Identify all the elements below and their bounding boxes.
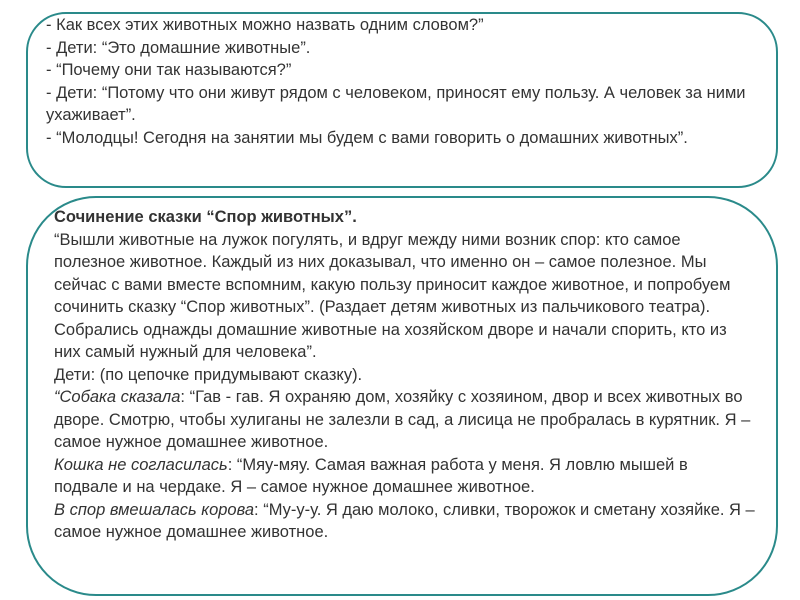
cow-speaker: В спор вмешалась корова xyxy=(54,500,255,519)
dialogue-line: - Как всех этих животных можно назвать одним словом?” xyxy=(46,16,484,34)
dog-speaker: “Собака сказала xyxy=(54,388,181,406)
cow-speech: : “Му-у-у. Я даю молоко, сливки, творожок и сметану хозяйке. Я – самое нужное домашнее животное. xyxy=(54,500,755,541)
dialogue-line: - Дети: “Это домашние животные”. xyxy=(46,38,311,57)
children-activity: Дети: (по цепочке придумывают сказку). xyxy=(54,365,363,384)
cow-paragraph xyxy=(54,499,756,544)
dialogue-panel xyxy=(26,12,778,188)
dialogue-line: - “Почему они так называются?” xyxy=(46,61,292,79)
teacher-intro: “Вышли животные на лужок погулять, и вдруг между ними возник спор: кто самое полезное животное. Каждый из них доказывал, что именно он – самое полезное. Мы сейчас с вами вместе вспомним, какую пользу приносит каждое животное, и попробуем сочинить сказку “Спор животных”. (Раздает детям животных из пальчикового театра). Собрались однажды домашние животные на хозяйском дворе и начали спорить, кто из них самый нужный для человека”. xyxy=(54,230,731,361)
dog-paragraph xyxy=(54,386,756,454)
section-heading: Сочинение сказки “Спор животных”. xyxy=(54,208,357,226)
fairy-tale-panel xyxy=(26,196,778,596)
dialogue-line: - “Молодцы! Сегодня на занятии мы будем с вами говорить о домашних животных”. xyxy=(46,128,688,147)
cat-paragraph xyxy=(54,454,756,499)
dialogue-line: - Дети: “Потому что они живут рядом с человеком, приносят ему пользу. А человек за ними ухаживает”. xyxy=(46,83,746,124)
cat-speech: : “Мяу-мяу. Самая важная работа у меня. Я ловлю мышей в подвале и на чердаке. Я – самое нужное домашнее животное. xyxy=(54,455,688,496)
dog-speech: : “Гав - гав. Я охраняю дом, хозяйку с хозяином, двор и всех животных во дворе. Смотрю, чтобы хулиганы не залезли в сад, а лисица не пробралась в курятник. Я – самое нужное домашнее животное. xyxy=(54,388,751,451)
dialogue-text xyxy=(46,14,760,149)
fairy-tale-text xyxy=(54,206,756,544)
cat-speaker: Кошка не согласилась xyxy=(54,455,228,474)
